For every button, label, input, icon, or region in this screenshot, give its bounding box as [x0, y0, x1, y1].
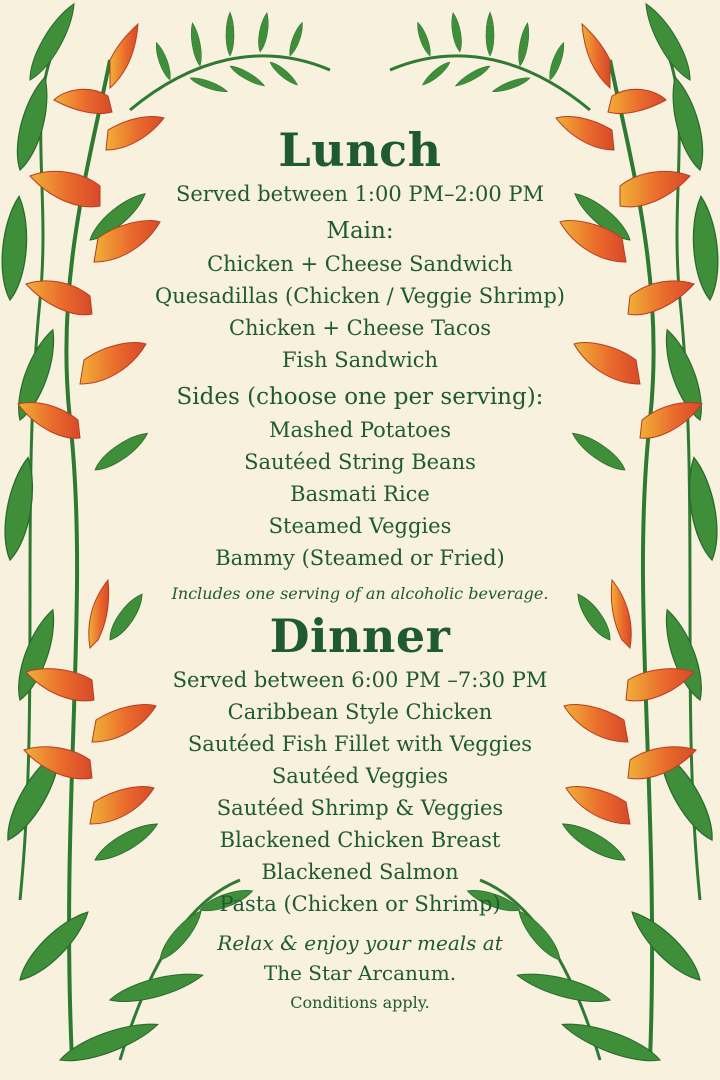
lunch-main-item: Fish Sandwich [281, 348, 439, 372]
dinner-item: Pasta (Chicken or Shrimp) [219, 892, 501, 916]
conditions-note: Conditions apply. [290, 993, 430, 1012]
lunch-side-item: Bammy (Steamed or Fried) [215, 546, 505, 570]
menu-content [150, 122, 570, 1018]
dinner-item: Sautéed Shrimp & Veggies [216, 796, 504, 820]
lunch-served-time: Served between 1:00 PM–2:00 PM [175, 182, 545, 206]
lunch-sides-heading: Sides (choose one per serving): [176, 384, 544, 410]
dinner-served-time: Served between 6:00 PM –7:30 PM [172, 668, 548, 692]
lunch-main-item: Chicken + Cheese Tacos [228, 316, 492, 340]
dinner-item: Blackened Salmon [261, 860, 459, 884]
dinner-title: Dinner [269, 609, 451, 663]
lunch-side-item: Sautéed String Beans [244, 450, 476, 474]
dinner-item: Sautéed Fish Fillet with Veggies [187, 732, 533, 756]
dinner-item: Caribbean Style Chicken [227, 700, 493, 724]
closing-invitation: Relax & enjoy your meals at [217, 931, 503, 955]
dinner-item: Blackened Chicken Breast [219, 828, 501, 852]
lunch-side-item: Basmati Rice [290, 482, 430, 506]
lunch-side-item: Mashed Potatoes [268, 418, 452, 442]
dinner-item: Sautéed Veggies [271, 764, 449, 788]
lunch-main-item: Chicken + Cheese Sandwich [207, 252, 513, 276]
lunch-beverage-note: Includes one serving of an alcoholic beverage. [171, 584, 549, 603]
lunch-main-heading: Main: [326, 218, 394, 244]
lunch-side-item: Steamed Veggies [268, 514, 452, 538]
venue-name: The Star Arcanum. [263, 961, 457, 985]
lunch-title: Lunch [278, 123, 442, 177]
lunch-main-item: Quesadillas (Chicken / Veggie Shrimp) [155, 284, 565, 308]
